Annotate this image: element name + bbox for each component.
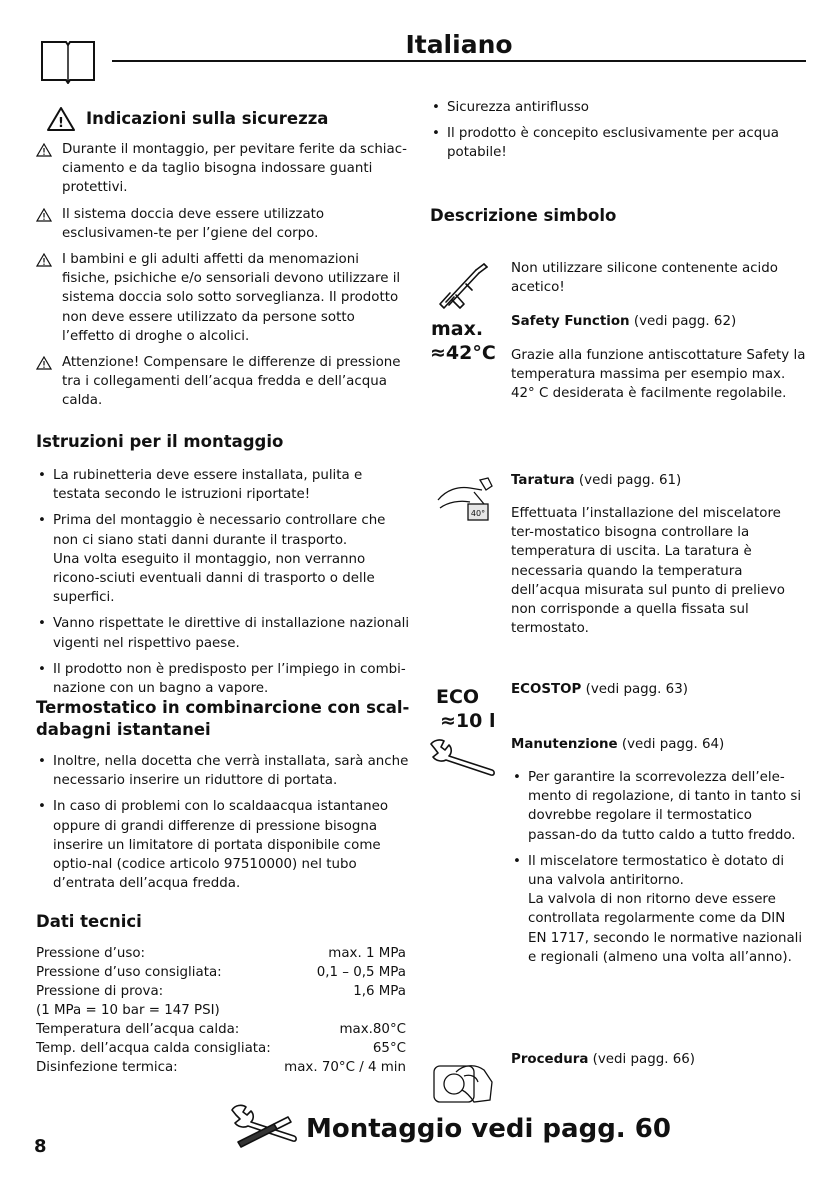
manutenzione-heading <box>511 735 807 754</box>
procedura-heading <box>511 1050 807 1069</box>
safety-item <box>36 353 410 411</box>
warning-icon <box>36 356 52 370</box>
book-icon <box>40 38 96 84</box>
page-title: Italiano <box>405 30 513 59</box>
safety-item-text: Il sistema doccia deve essere utilizzato esclusivamen-te per l’giene del corpo. <box>62 206 325 241</box>
silicone-text: Non utilizzare silicone contenente acido acetico! <box>511 261 778 296</box>
safety-item-text: I bambini e gli adulti affetti da menomazioni fisiche, psichiche e/o sensoriali devono utilizzare il sistema doccia solo sotto sorveglianza. Il prodotto non deve essere utilizzato da persone sotto l’effetto di droghe o alcolici. <box>62 252 401 344</box>
symbols-title: Descrizione simbolo <box>430 206 617 225</box>
ecostop-heading <box>511 680 807 699</box>
list-item: • Prima del montaggio è necessario controllare che non ci siano stati danni durante il trasporto. <box>36 511 410 549</box>
warning-icon <box>36 208 52 222</box>
safety-item-text: Durante il montaggio, per pevitare ferite da schiac-ciamento e da taglio bisogna indossare guanti protettivi. <box>62 142 407 196</box>
taratura-title: Taratura <box>511 473 575 488</box>
wrench-icon <box>428 738 498 778</box>
hand-knob-icon <box>430 1052 494 1104</box>
list-item <box>36 550 410 608</box>
thermostat-title: Termostatico in combinarcione con scal-dabagni istantanei <box>36 698 410 739</box>
thermometer-hand-icon <box>436 474 496 524</box>
safety-function-title: Safety Function <box>511 314 630 329</box>
list-item-text: Una volta eseguito il montaggio, non verranno ricono-sciuti eventuali danni di trasporto o delle superfici. <box>53 551 375 606</box>
list-item: • Per garantire la scorrevolezza dell’ele-mento di regolazione, di tanto in tanto si dovrebbe regolare il termostatico passan-do da tutto caldo a tutto freddo. <box>511 768 807 845</box>
assembly-section <box>36 431 410 705</box>
table-row: Disinfezione termica: max. 70°C / 4 min <box>36 1060 406 1075</box>
table-row: Pressione d’uso: max. 1 MPa <box>36 946 406 961</box>
safety-item-text: Attenzione! Compensare le differenze di pressione tra i collegamenti dell’acqua fredda e dell’acqua calda. <box>62 355 401 409</box>
procedura-ref: (vedi pagg. 66) <box>588 1052 696 1067</box>
manutenzione-ref: (vedi pagg. 64) <box>617 737 725 752</box>
safety-function-text: Grazie alla funzione antiscottature Safety la temperatura massima per esempio max. 42° C desiderata è facilmente regolabile. <box>511 348 806 402</box>
table-row: Temp. dell’acqua calda consigliata: 65°C <box>36 1041 406 1056</box>
thermo-label: 40° <box>470 509 486 518</box>
table-row: (1 MPa = 10 bar = 147 PSI) <box>36 1003 220 1018</box>
silicone-gun-icon <box>436 262 492 312</box>
table-row: Pressione d’uso consigliata: 0,1 – 0,5 MPa <box>36 965 406 980</box>
safety-item <box>36 205 410 243</box>
table-row: Temperatura dell’acqua calda: max.80°C <box>36 1022 406 1037</box>
tech-title: Dati tecnici <box>36 912 142 931</box>
safety-title: Indicazioni sulla sicurezza <box>86 109 329 128</box>
svg-text:!: ! <box>58 116 64 131</box>
list-item: • Vanno rispettate le direttive di installazione nazionali vigenti nel rispettivo paese. <box>36 614 410 652</box>
page-number: 8 <box>34 1136 47 1157</box>
safety-function-ref: (vedi pagg. 62) <box>629 314 737 329</box>
temp-label: ≈42°C <box>430 342 496 364</box>
right-top-list <box>430 98 806 170</box>
taratura-ref: (vedi pagg. 61) <box>574 473 682 488</box>
list-item: • Il prodotto è concepito esclusivamente per acqua potabile! <box>430 124 806 162</box>
taratura-text: Effettuata l’installazione del miscelatore ter-mostatico bisogna controllare la temperatura di uscita. La taratura è necessaria quando la temperatura dell’acqua misurata sul punto di prelievo non corrisponde a quella fissata sul termostato. <box>511 506 785 637</box>
ecostop-title: ECOSTOP <box>511 682 582 697</box>
procedura-title: Procedura <box>511 1052 589 1067</box>
list-item: • Inoltre, nella docetta che verrà installata, sarà anche necessario inserire un riduttore di portata. <box>36 752 410 790</box>
max-label: max. <box>431 318 484 340</box>
assembly-title: Istruzioni per il montaggio <box>36 432 284 451</box>
tools-icon <box>228 1102 302 1152</box>
warning-icon <box>36 253 52 267</box>
safety-section <box>36 106 410 418</box>
ecostop-ref: (vedi pagg. 63) <box>581 682 688 697</box>
warning-icon <box>46 106 76 132</box>
tech-table <box>36 944 406 1077</box>
footer-title: Montaggio vedi pagg. 60 <box>306 1114 671 1144</box>
list-item: • Sicurezza antiriflusso <box>430 98 806 117</box>
manutenzione-title: Manutenzione <box>511 737 618 752</box>
tech-section <box>36 911 410 1077</box>
eco-volume: ≈10 l <box>440 710 496 732</box>
manutenzione-list <box>511 768 807 967</box>
list-item: • Il prodotto non è predisposto per l’impiego in combi-nazione con un bagno a vapore. <box>36 660 410 698</box>
manutenzione-extra: La valvola di non ritorno deve essere controllata regolarmente come da DIN EN 1717, secondo le normative nazionali e regionali (almeno una volta all’anno). <box>528 892 803 965</box>
list-item: • In caso di problemi con lo scaldaacqua istantaneo oppure di grandi differenze di pressione bisogna inserire un limitatore di portata disponibile come optio-nal (codice articolo 97510000) nel tubo d’entrata dell’acqua fredda. <box>36 797 410 893</box>
list-item: • Il miscelatore termostatico è dotato di una valvola antiritorno. <box>511 852 807 890</box>
eco-label: ECO <box>436 686 480 708</box>
taratura-heading <box>511 471 807 490</box>
thermostat-section <box>36 697 410 900</box>
safety-item <box>36 140 410 198</box>
warning-icon <box>36 143 52 157</box>
safety-function-heading <box>511 312 807 331</box>
header-rule <box>112 60 806 62</box>
safety-item <box>36 250 410 346</box>
list-item: • La rubinetteria deve essere installata, pulita e testata secondo le istruzioni riportate! <box>36 466 410 504</box>
table-row: Pressione di prova: 1,6 MPa <box>36 984 406 999</box>
symbols-section <box>430 205 806 227</box>
